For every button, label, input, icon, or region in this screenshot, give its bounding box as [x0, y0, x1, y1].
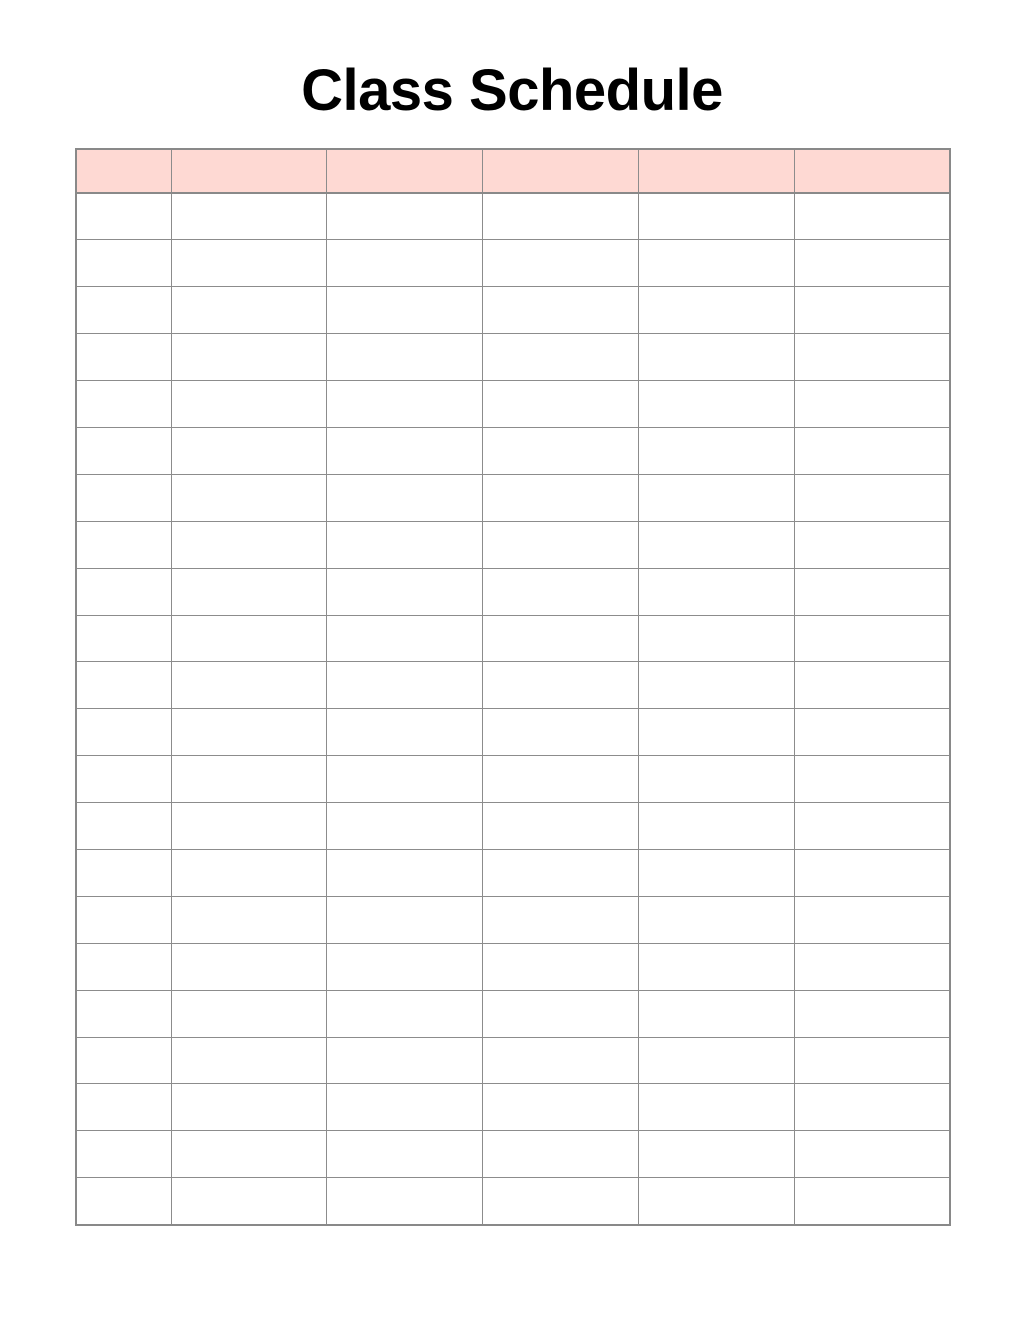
empty-cell	[171, 662, 327, 709]
empty-cell	[638, 287, 794, 334]
table-row	[76, 943, 950, 990]
empty-cell	[794, 1037, 950, 1084]
empty-cell	[638, 427, 794, 474]
empty-cell	[327, 334, 483, 381]
empty-cell	[483, 849, 639, 896]
empty-cell	[327, 1037, 483, 1084]
header-row	[76, 149, 950, 193]
empty-cell	[76, 756, 171, 803]
empty-cell	[171, 240, 327, 287]
empty-cell	[171, 1178, 327, 1225]
empty-cell	[327, 1178, 483, 1225]
header-cell	[638, 149, 794, 193]
empty-cell	[171, 193, 327, 240]
table-row	[76, 1037, 950, 1084]
empty-cell	[483, 709, 639, 756]
empty-cell	[171, 521, 327, 568]
empty-cell	[171, 1084, 327, 1131]
empty-cell	[171, 615, 327, 662]
empty-cell	[171, 990, 327, 1037]
empty-cell	[327, 1131, 483, 1178]
empty-cell	[638, 1084, 794, 1131]
empty-cell	[638, 381, 794, 428]
page-title: Class Schedule	[301, 58, 723, 123]
empty-cell	[483, 1084, 639, 1131]
table-row	[76, 287, 950, 334]
table-row	[76, 474, 950, 521]
empty-cell	[327, 943, 483, 990]
empty-cell	[794, 193, 950, 240]
table-row	[76, 615, 950, 662]
empty-cell	[483, 1178, 639, 1225]
empty-cell	[76, 381, 171, 428]
empty-cell	[638, 334, 794, 381]
empty-cell	[171, 568, 327, 615]
table-row	[76, 662, 950, 709]
empty-cell	[794, 334, 950, 381]
empty-cell	[794, 427, 950, 474]
empty-cell	[638, 803, 794, 850]
empty-cell	[483, 1131, 639, 1178]
empty-cell	[638, 849, 794, 896]
table-row	[76, 803, 950, 850]
empty-cell	[794, 662, 950, 709]
empty-cell	[794, 474, 950, 521]
empty-cell	[327, 474, 483, 521]
empty-cell	[76, 334, 171, 381]
table-row	[76, 381, 950, 428]
empty-cell	[327, 521, 483, 568]
empty-cell	[638, 1037, 794, 1084]
empty-cell	[327, 756, 483, 803]
empty-cell	[76, 240, 171, 287]
empty-cell	[794, 943, 950, 990]
empty-cell	[794, 615, 950, 662]
empty-cell	[638, 193, 794, 240]
empty-cell	[327, 381, 483, 428]
empty-cell	[483, 990, 639, 1037]
table-row	[76, 193, 950, 240]
empty-cell	[483, 193, 639, 240]
empty-cell	[76, 193, 171, 240]
table-row	[76, 709, 950, 756]
table-row	[76, 1131, 950, 1178]
empty-cell	[327, 427, 483, 474]
empty-cell	[794, 287, 950, 334]
empty-cell	[483, 521, 639, 568]
empty-cell	[483, 803, 639, 850]
table-row	[76, 334, 950, 381]
empty-cell	[638, 662, 794, 709]
header-cell	[76, 149, 171, 193]
empty-cell	[171, 896, 327, 943]
empty-cell	[638, 240, 794, 287]
header-cell	[327, 149, 483, 193]
empty-cell	[794, 1084, 950, 1131]
empty-cell	[76, 990, 171, 1037]
empty-cell	[638, 1131, 794, 1178]
empty-cell	[794, 756, 950, 803]
empty-cell	[327, 662, 483, 709]
empty-cell	[76, 1037, 171, 1084]
empty-cell	[76, 662, 171, 709]
header-cell	[483, 149, 639, 193]
empty-cell	[638, 474, 794, 521]
empty-cell	[794, 803, 950, 850]
empty-cell	[483, 381, 639, 428]
empty-cell	[76, 427, 171, 474]
empty-cell	[638, 896, 794, 943]
empty-cell	[171, 1037, 327, 1084]
empty-cell	[794, 521, 950, 568]
table-row	[76, 1084, 950, 1131]
empty-cell	[794, 896, 950, 943]
empty-cell	[483, 287, 639, 334]
empty-cell	[483, 474, 639, 521]
empty-cell	[76, 896, 171, 943]
empty-cell	[483, 334, 639, 381]
empty-cell	[171, 427, 327, 474]
empty-cell	[327, 1084, 483, 1131]
empty-cell	[638, 521, 794, 568]
empty-cell	[171, 1131, 327, 1178]
empty-cell	[171, 803, 327, 850]
empty-cell	[794, 709, 950, 756]
empty-cell	[327, 615, 483, 662]
empty-cell	[171, 756, 327, 803]
empty-cell	[327, 287, 483, 334]
empty-cell	[327, 709, 483, 756]
empty-cell	[76, 943, 171, 990]
empty-cell	[483, 240, 639, 287]
header-cell	[794, 149, 950, 193]
empty-cell	[483, 427, 639, 474]
table-row	[76, 521, 950, 568]
empty-cell	[483, 943, 639, 990]
empty-cell	[483, 662, 639, 709]
table-row	[76, 849, 950, 896]
table-row	[76, 896, 950, 943]
empty-cell	[638, 615, 794, 662]
empty-cell	[794, 990, 950, 1037]
empty-cell	[794, 381, 950, 428]
table-row	[76, 427, 950, 474]
empty-cell	[76, 1131, 171, 1178]
empty-cell	[794, 240, 950, 287]
empty-cell	[638, 568, 794, 615]
empty-cell	[171, 709, 327, 756]
empty-cell	[483, 568, 639, 615]
empty-cell	[76, 521, 171, 568]
empty-cell	[76, 615, 171, 662]
empty-cell	[327, 803, 483, 850]
table-row	[76, 990, 950, 1037]
empty-cell	[327, 896, 483, 943]
empty-cell	[483, 756, 639, 803]
empty-cell	[794, 568, 950, 615]
empty-cell	[327, 240, 483, 287]
empty-cell	[483, 615, 639, 662]
empty-cell	[76, 803, 171, 850]
empty-cell	[76, 287, 171, 334]
empty-cell	[76, 849, 171, 896]
empty-cell	[327, 193, 483, 240]
empty-cell	[794, 1178, 950, 1225]
header-cell	[171, 149, 327, 193]
empty-cell	[327, 849, 483, 896]
empty-cell	[794, 849, 950, 896]
table-row	[76, 1178, 950, 1225]
empty-cell	[638, 756, 794, 803]
empty-cell	[76, 1084, 171, 1131]
empty-cell	[76, 568, 171, 615]
empty-cell	[171, 849, 327, 896]
empty-cell	[483, 896, 639, 943]
empty-cell	[794, 1131, 950, 1178]
empty-cell	[638, 990, 794, 1037]
empty-cell	[171, 474, 327, 521]
empty-cell	[171, 287, 327, 334]
empty-cell	[327, 990, 483, 1037]
table-row	[76, 240, 950, 287]
table-row	[76, 756, 950, 803]
empty-cell	[638, 1178, 794, 1225]
empty-cell	[638, 943, 794, 990]
table-row	[76, 568, 950, 615]
empty-cell	[171, 943, 327, 990]
empty-cell	[327, 568, 483, 615]
empty-cell	[171, 381, 327, 428]
empty-cell	[76, 709, 171, 756]
empty-cell	[171, 334, 327, 381]
empty-cell	[76, 474, 171, 521]
empty-cell	[483, 1037, 639, 1084]
schedule-table	[75, 148, 951, 1226]
empty-cell	[638, 709, 794, 756]
empty-cell	[76, 1178, 171, 1225]
